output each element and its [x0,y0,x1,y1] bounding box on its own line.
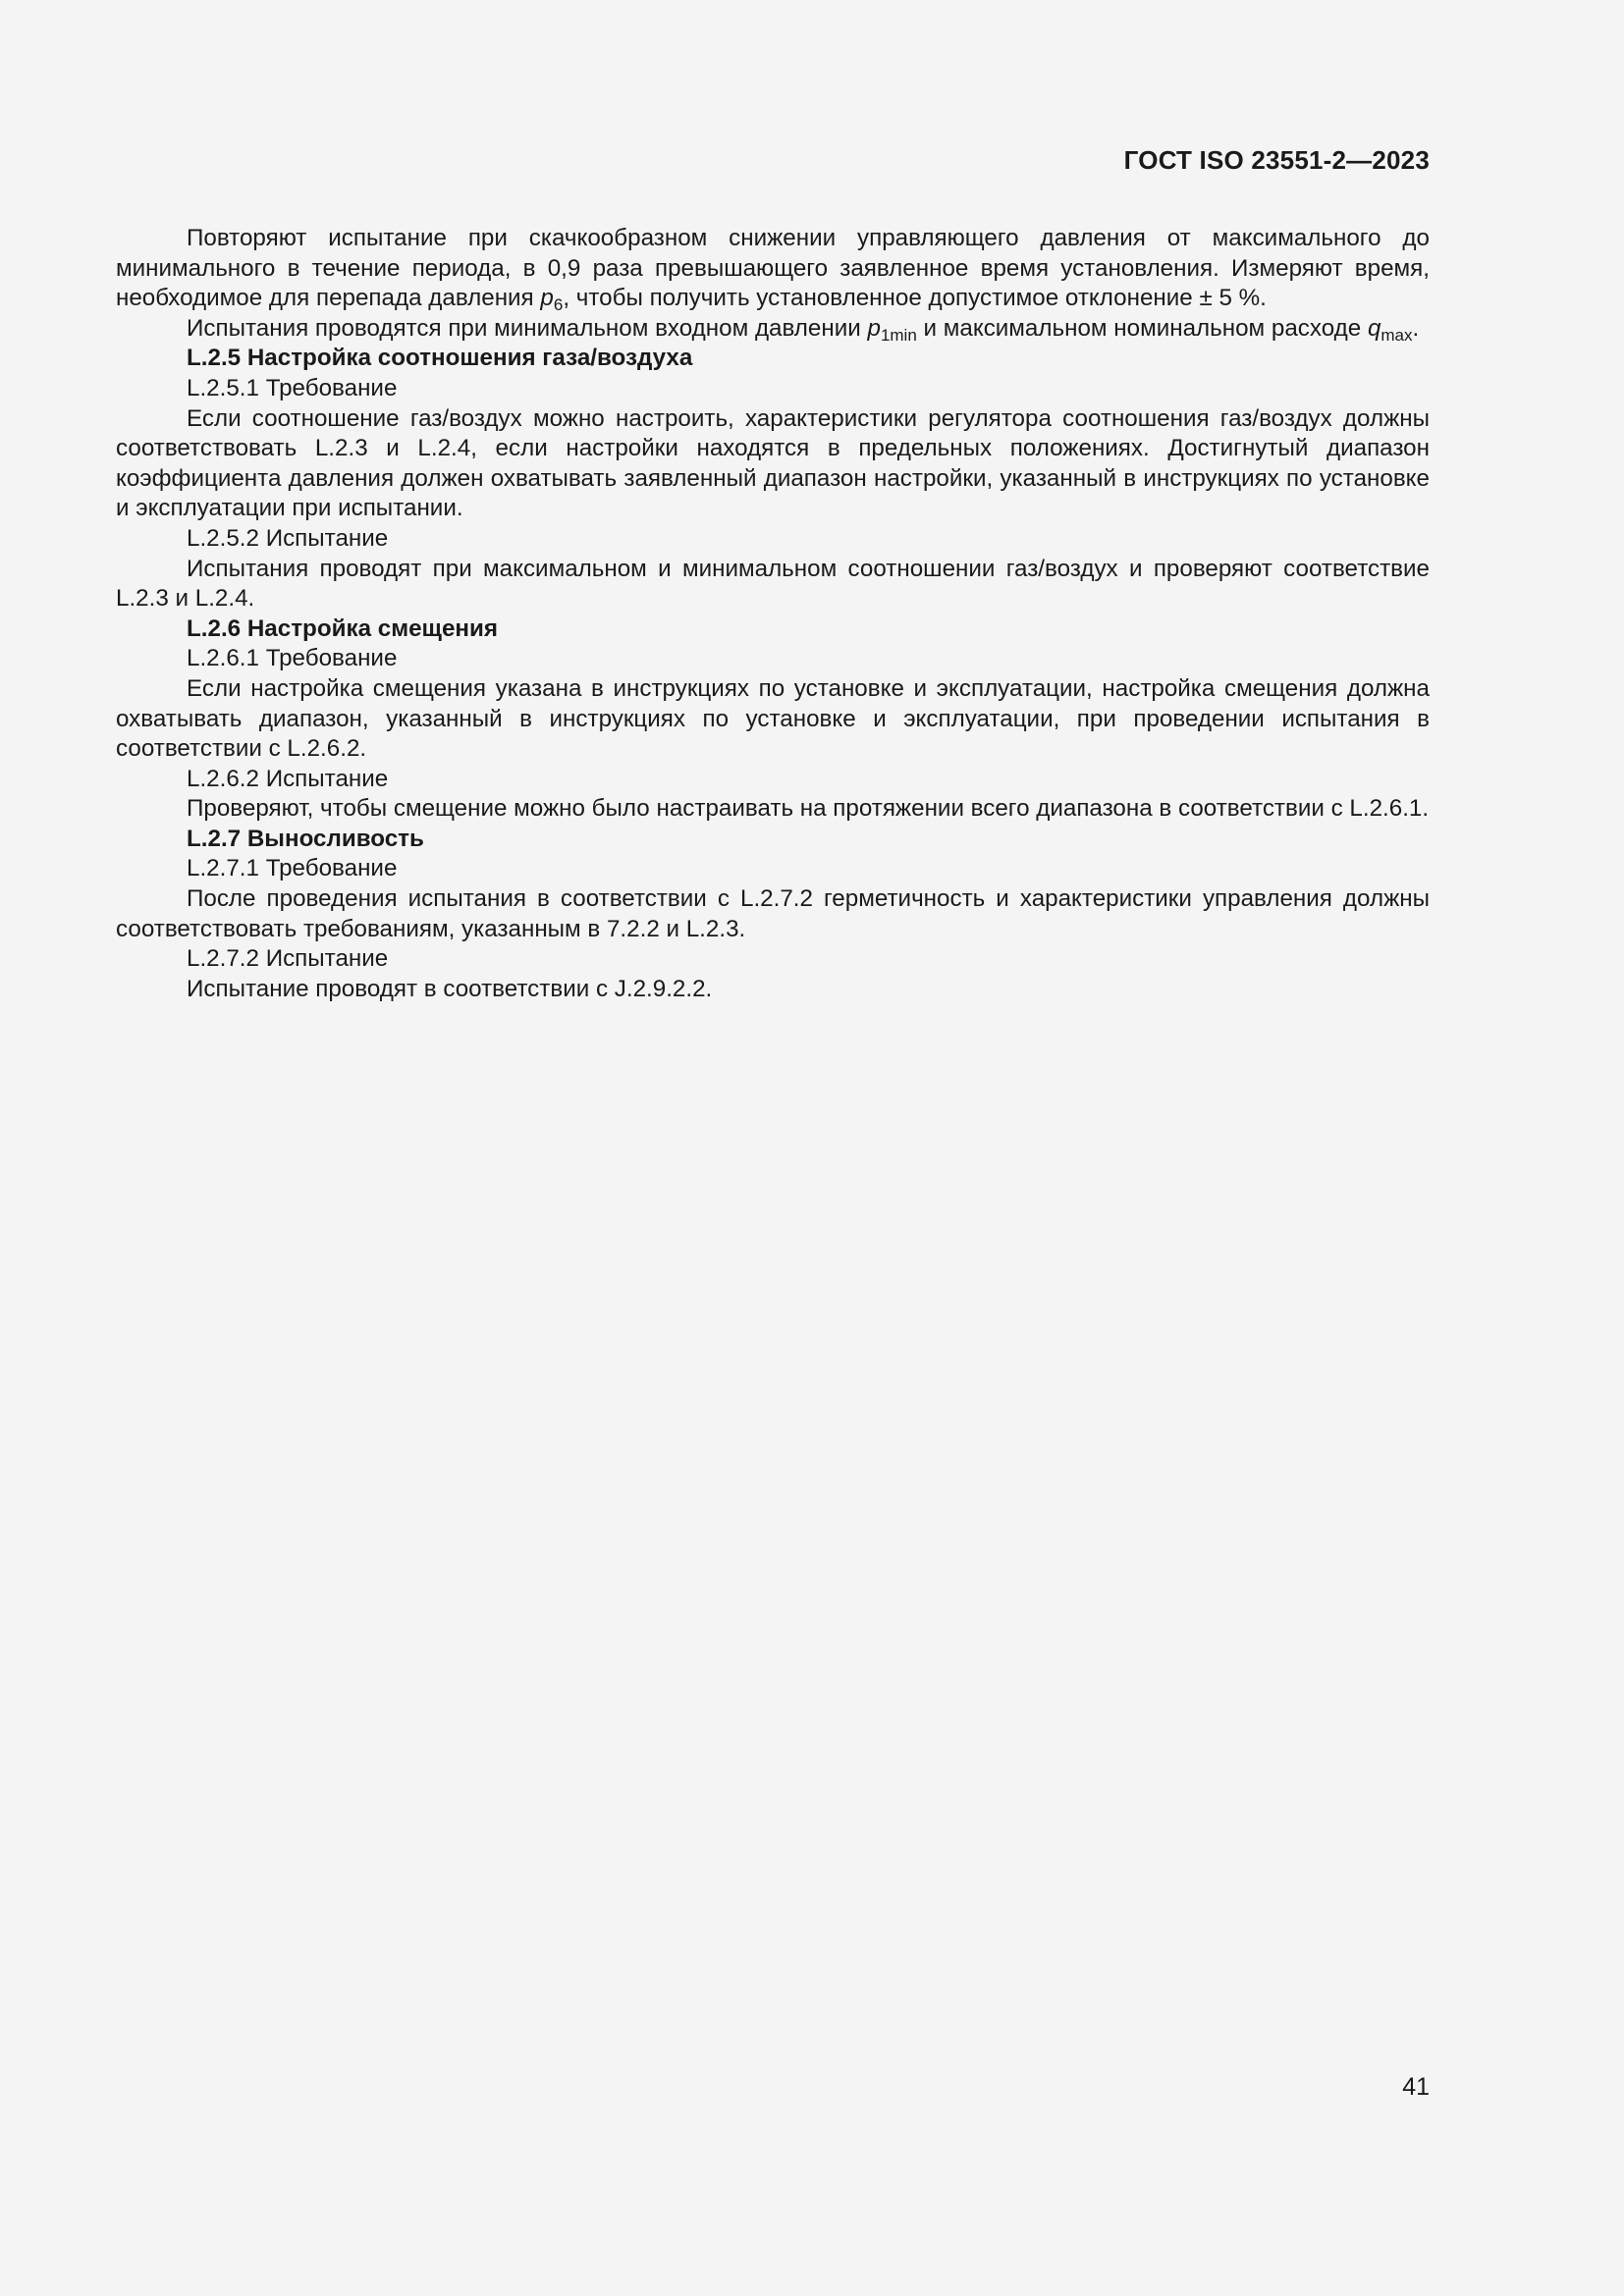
subsection-l272: L.2.7.2 Испытание [187,945,389,973]
subsection-l261: L.2.6.1 Требование [187,645,398,672]
inlet-pressure-variable: p [867,314,881,342]
paragraph-retest-text: Повторяют испытание при скачкообразном снижении управляющего давления от максимального до минимального в течение периода, в 0,9 раза превышающего заявленное время установления. Измеряют время, необходимое для перепада давления [116,225,1430,312]
subsection-l251: L.2.5.1 Требование [187,374,398,401]
section-heading-l27: L.2.7 Выносливость [187,825,424,852]
paragraph-test-conditions-tail: . [1412,314,1420,342]
paragraph-retest-tail: , чтобы получить установленное допустимое отклонение ± 5 %. [563,285,1267,312]
section-heading-l25: L.2.5 Настройка соотношения газа/воздуха [187,345,693,372]
paragraph-l262: Проверяют, чтобы смещение можно было настраивать на протяжении всего диапазона в соответствии с L.2.6.1. [187,795,1430,823]
pressure-variable: p [540,285,554,312]
paragraph-test-conditions-mid: и максимальном номинальном расходе [923,314,1362,342]
page-number: 41 [1402,2073,1430,2101]
subsection-l271: L.2.7.1 Требование [187,855,398,882]
paragraph-l271: После проведения испытания в соответствии с L.2.7.2 герметичность и характеристики управления должны соответствовать требованиям, указанным в 7.2.2 и L.2.3. [116,885,1430,942]
flow-variable: q [1367,314,1381,342]
section-heading-l26: L.2.6 Настройка смещения [187,614,499,642]
document-header: ГОСТ ISO 23551-2—2023 [1123,145,1430,175]
paragraph-test-conditions-text: Испытания проводятся при минимальном входном давлении [187,314,861,342]
paragraph-l272: Испытание проводят в соответствии с J.2.9.2.2. [187,975,713,1002]
paragraph-l261: Если настройка смещения указана в инструкциях по установке и эксплуатации, настройка смещения должна охватывать диапазон, указанный в инструкциях по установке и эксплуатации, при проведении испытания в соответствии с L.2.6.2. [116,674,1430,763]
paragraph-retest [116,224,1430,314]
paragraph-l251: Если соотношение газ/воздух можно настроить, характеристики регулятора соотношения газ/воздух должны соответствовать L.2.3 и L.2.4, если настройки находятся в предельных положениях. Достигнутый диапазон коэффициента давления должен охватывать заявленный диапазон настройки, указанный в инструкциях по установке и эксплуатации при испытании. [116,404,1430,522]
paragraph-test-conditions [116,314,1430,345]
flow-subscript: max [1380,325,1413,345]
paragraph-l252: Испытания проводят при максимальном и минимальном соотношении газ/воздух и проверяют соответствие L.2.3 и L.2.4. [116,555,1430,613]
subsection-l262: L.2.6.2 Испытание [187,765,389,792]
document-body [116,224,1430,1004]
pressure-subscript: 6 [553,295,564,315]
inlet-pressure-subscript: 1min [880,325,917,345]
subsection-l252: L.2.5.2 Испытание [187,524,389,552]
